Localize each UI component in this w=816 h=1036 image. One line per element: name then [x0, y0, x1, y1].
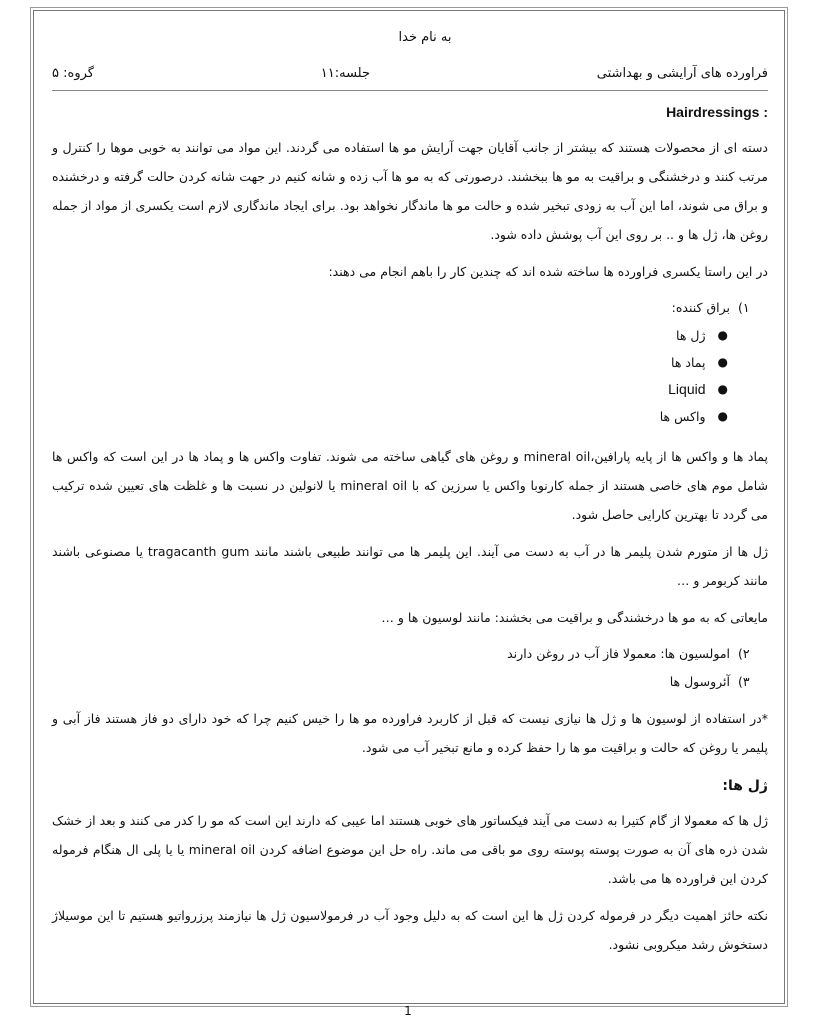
session-number: جلسه:۱۱: [320, 65, 371, 81]
list-item-3: [52, 668, 768, 696]
section-heading-gels: ژل ها:: [722, 778, 768, 794]
paragraph-products: در این راستا یکسری فراورده ها ساخته شده اند که چندین کار را باهم انجام می دهند:: [328, 264, 768, 279]
bullet-item: ● واکس ها: [52, 403, 728, 430]
paragraph-intro: دسته ای از محصولات هستند که بیشتر از جانب آقایان جهت آرایش مو ها استفاده می گردند. این مواد می توانند به خوبی موها را کنترل و مرتب کنند و درخشنگی و براقیت به مو ها ببخشند. درصورتی که به مو ها آب زده و شانه کنیم در جهت شانه کردن حالت گرفته و درخشنده و براق می شوند، اما این آب به زودی تبخیر شده و حالت مو ها ماندگار نخواهد بود. برای ایجاد ماندگاری لازم است یکسری از مواد از جمله روغن ها، ژل ها و .. بر روی این آب پوشش داده شود.: [52, 140, 768, 242]
bismillah-title: به نام خدا: [398, 30, 452, 45]
paragraph-pomades-waxes: پماد ها و واکس ها از پایه پارافین،mineral oil و روغن های گیاهی ساخته می شوند. تفاوت واکس ها و پماد ها در این است که واکس ها شامل موم های خاصی هستند از جمله کارنوبا واکس یا سرزین که با mineral oil یا لانولین در نسبت ها و غلظت های تعیین شده ترکیب می گردد تا بهترین کارایی حاصل شود.: [52, 449, 768, 522]
course-name: فراورده های آرایشی و بهداشتی: [596, 65, 768, 81]
list-item-1: [52, 294, 768, 322]
list-label: آئروسول ها: [669, 674, 730, 689]
page-number: 1: [404, 1004, 412, 1018]
document-body: [52, 30, 768, 959]
bullet-list: [52, 322, 768, 430]
list-number: ۳): [738, 674, 750, 689]
bullet-item: ● پماد ها: [52, 349, 728, 376]
list-label: براق کننده:: [671, 300, 730, 315]
list-number: ۱): [738, 300, 750, 315]
paragraph-gel-fixatives: ژل ها که معمولا از گام کتیرا به دست می آیند فیکساتور های خوبی هستند اما عیبی که دارند این است که مو را کدر می کنند و بعد از خشک شدن ذره های آن به صورت پوسته پوسته روی مو باقی می ماند. راه حل این موضوع اضافه کردن mineral oil یا یا پلی ال هنگام فرموله کردن این فراورده ها می باشد.: [52, 813, 769, 886]
list-number: ۲): [738, 646, 750, 661]
bullet-icon: ●: [717, 409, 728, 423]
section-heading-hairdressings: Hairdressings :: [666, 104, 768, 120]
bullet-item: ● ژل ها: [52, 322, 728, 349]
list-item-2: [52, 640, 768, 668]
header-divider: [52, 90, 768, 91]
bullet-icon: ●: [717, 382, 728, 396]
header-meta-row: [52, 62, 768, 84]
group-number: گروه: ۵: [52, 65, 94, 81]
bullet-icon: ●: [717, 355, 728, 369]
paragraph-liquids: مایعاتی که به مو ها درخشندگی و براقیت می بخشند: مانند لوسیون ها و …: [381, 610, 768, 625]
paragraph-note: *در استفاده از لوسیون ها و ژل ها نیازی نیست که قبل از کاربرد فراورده مو ها را خیس کنیم چرا که خود دارای دو فاز هستند فاز آبی و پلیمر یا روغن که حالت و براقیت مو ها را حفظ کرده و مانع تبخیر آب می شود.: [52, 711, 768, 755]
list-label: امولسیون ها: معمولا فاز آب در روغن دارند: [507, 646, 730, 661]
paragraph-preservatives: نکته حائز اهمیت دیگر در فرموله کردن ژل ها این است که به دلیل وجود آب در فرمولاسیون ژل ها نیازمند پرزرواتیو هستیم تا این موسیلاژ دستخوش رشد میکروبی نشود.: [52, 908, 768, 952]
bullet-item: ● Liquid: [52, 376, 728, 403]
paragraph-gels: ژل ها از متورم شدن پلیمر ها در آب به دست می آیند. این پلیمر ها می توانند طبیعی باشند مانند tragacanth gum یا مصنوعی باشند مانند کربومر و …: [52, 544, 768, 588]
bullet-icon: ●: [717, 328, 728, 342]
